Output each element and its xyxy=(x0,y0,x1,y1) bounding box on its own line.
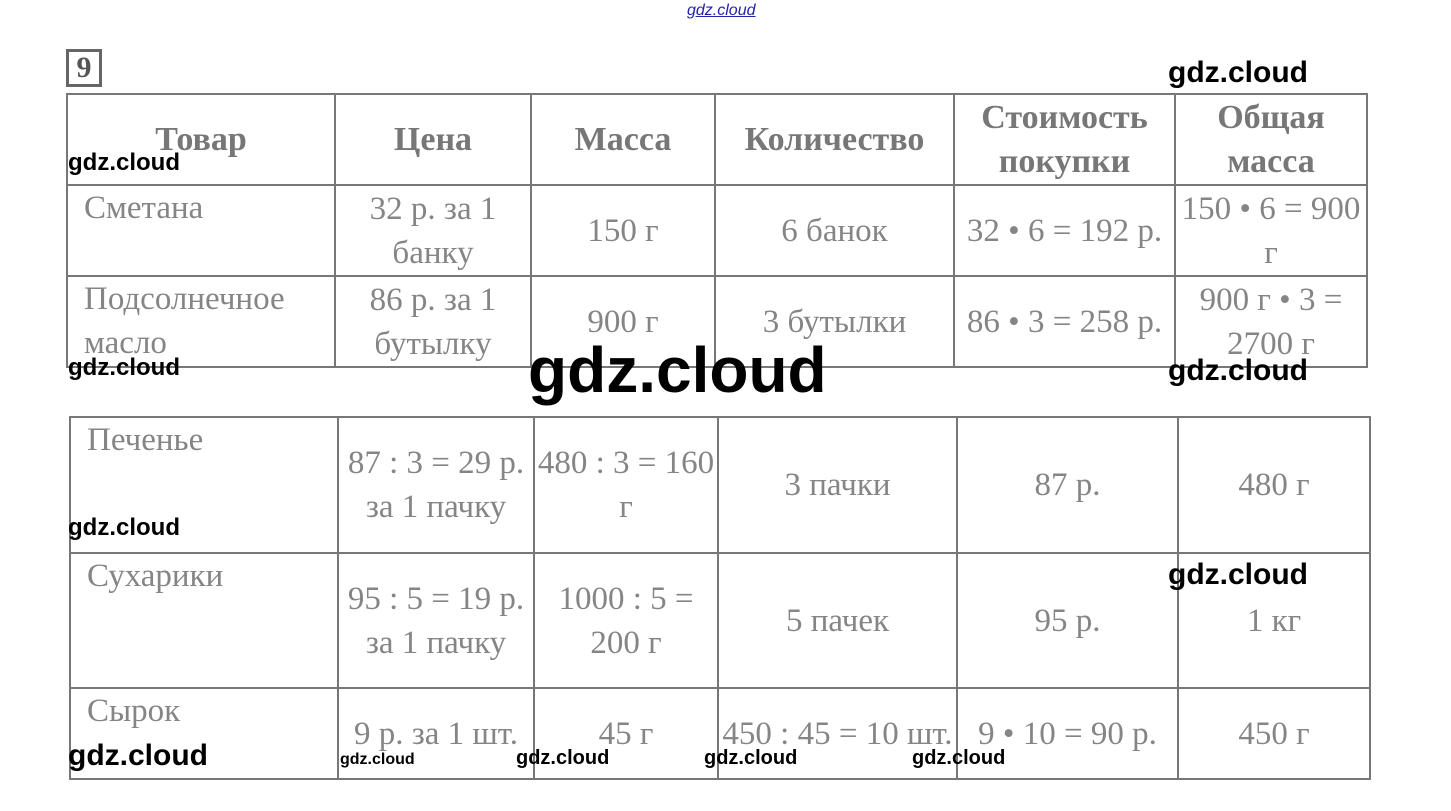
cell-price: 32 р. за 1 банку xyxy=(335,185,531,276)
purchase-table-bottom xyxy=(69,416,1371,780)
cell-cost: 32 • 6 = 192 р. xyxy=(954,185,1175,276)
cell-item: Сухарики xyxy=(70,553,338,688)
watermark: gdz.cloud xyxy=(704,747,798,769)
cell-cost: 95 р. xyxy=(957,553,1178,688)
cell-quantity: 450 : 45 = 10 шт. xyxy=(718,688,957,779)
header-total-mass: Общая масса xyxy=(1175,94,1367,185)
cell-price: 87 : 3 = 29 р. за 1 пачку xyxy=(338,417,534,553)
table-row xyxy=(70,417,1370,553)
watermark: gdz.cloud xyxy=(68,149,180,176)
cell-total-mass: 1 кг xyxy=(1178,553,1370,688)
cell-item: Сметана xyxy=(67,185,335,276)
header-cost: Стоимость покупки xyxy=(954,94,1175,185)
cell-total-mass: 450 г xyxy=(1178,688,1370,779)
watermark: gdz.cloud xyxy=(1168,354,1308,387)
table-row xyxy=(67,185,1367,276)
cell-item: Печенье xyxy=(70,417,338,553)
cell-item: Подсолнечное масло xyxy=(67,276,335,367)
cell-total-mass: 480 г xyxy=(1178,417,1370,553)
cell-quantity: 3 бутылки xyxy=(715,276,954,367)
cell-quantity: 3 пачки xyxy=(718,417,957,553)
cell-item: Сырок xyxy=(70,688,338,779)
watermark-large: gdz.cloud xyxy=(528,334,827,406)
cell-quantity: 5 пачек xyxy=(718,553,957,688)
purchase-table-top xyxy=(66,93,1368,368)
header-quantity: Количество xyxy=(715,94,954,185)
cell-quantity: 6 банок xyxy=(715,185,954,276)
watermark: gdz.cloud xyxy=(68,514,180,541)
watermark: gdz.cloud xyxy=(340,751,415,768)
header-item: Товар xyxy=(67,94,335,185)
cell-mass: 900 г xyxy=(531,276,715,367)
cell-price: 95 : 5 = 19 р. за 1 пачку xyxy=(338,553,534,688)
cell-cost: 9 • 10 = 90 р. xyxy=(957,688,1178,779)
watermark-top-link[interactable]: gdz.cloud xyxy=(687,2,756,19)
cell-cost: 87 р. xyxy=(957,417,1178,553)
cell-mass: 480 : 3 = 160 г xyxy=(534,417,718,553)
watermark: gdz.cloud xyxy=(68,354,180,381)
problem-number: 9 xyxy=(66,49,102,87)
watermark: gdz.cloud xyxy=(1168,558,1308,591)
cell-total-mass: 900 г • 3 = 2700 г xyxy=(1175,276,1367,367)
cell-total-mass: 150 • 6 = 900 г xyxy=(1175,185,1367,276)
watermark: gdz.cloud xyxy=(912,747,1006,769)
header-price: Цена xyxy=(335,94,531,185)
cell-mass: 1000 : 5 = 200 г xyxy=(534,553,718,688)
header-mass: Масса xyxy=(531,94,715,185)
watermark: gdz.cloud xyxy=(68,739,208,772)
table-header-row xyxy=(67,94,1367,185)
watermark: gdz.cloud xyxy=(1168,56,1308,89)
cell-price: 9 р. за 1 шт. xyxy=(338,688,534,779)
cell-cost: 86 • 3 = 258 р. xyxy=(954,276,1175,367)
cell-mass: 45 г xyxy=(534,688,718,779)
cell-price: 86 р. за 1 бутылку xyxy=(335,276,531,367)
watermark: gdz.cloud xyxy=(516,747,610,769)
cell-mass: 150 г xyxy=(531,185,715,276)
